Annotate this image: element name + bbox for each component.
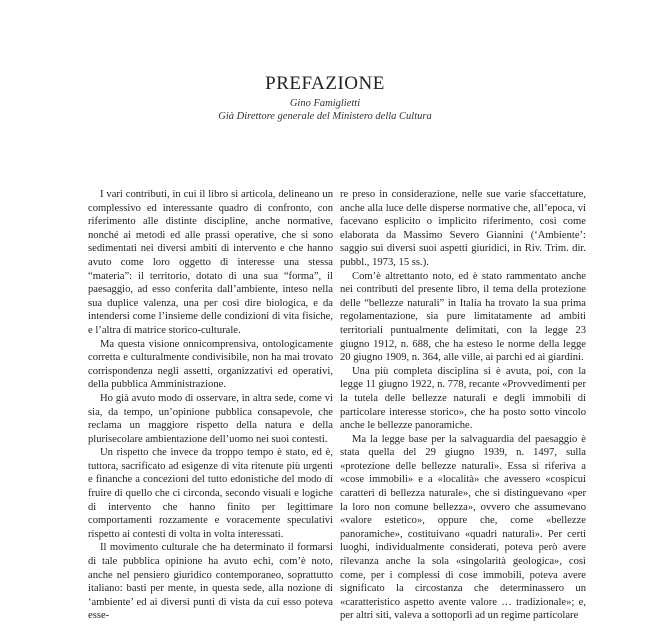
paragraph: Ho già avuto modo di osservare, in altra sede, come vi sia, da tempo, un’opinione pubblica consapevole, che reclama un maggiore rispetto della natura e della plurisecolare ambientazione dell’uomo nei suoi contesti. — [88, 392, 333, 445]
paragraph: re preso in considerazione, nelle sue varie sfaccettature, anche alla luce delle disperse normative che, all’epoca, vi facevano esplicito o implicito riferimento, così come elaborata da Massimo Severo Giannini (‘Ambiente’: saggio sui diversi suoi aspetti giuridici, in Riv. Trim. dir. pubbl., 1973, 15 ss.). — [340, 189, 586, 268]
left-column — [88, 188, 333, 623]
page-title: PREFAZIONE — [265, 73, 385, 94]
right-column — [340, 188, 586, 623]
paragraph: Ma la legge base per la salvaguardia del paesaggio è stata quella del 29 giugno 1939, n. 1497, sulla «protezione delle bellezze naturali». Essa si riferiva a «cose immobili» e a «località» che avessero «cospicui caratteri di bellezza naturale», che si distinguevano «per la loro non comune bellezza», ovvero che assumevano «valore estetico», oppure che, come «bellezze panoramiche», costituivano «quadri naturali». Per certi luoghi, individualmente considerati, poteva però avere rilevanza anche la sola «singolarità geologica», così come, per i complessi di cose immobili, poteva avere significato la circostanza che determinassero un «caratteristico aspetto avente valore … tradizionale»; e, per altri siti, valeva a sottoporli ad un regime particolare — [340, 433, 586, 622]
paragraph: Ma questa visione onnicomprensiva, ontologicamente corretta e culturalmente condivisibile, non ha mai trovato corrispondenza negli assetti, organizzativi ed operativi, della pubblica Amministrazione. — [88, 338, 333, 391]
paragraph: Una più completa disciplina si è avuta, poi, con la legge 11 giugno 1922, n. 778, recante «Provvedimenti per la tutela delle bellezze naturali e degli immobili di particolare interesse storico», che ha posto sotto vincolo anche le bellezze panoramiche. — [340, 365, 586, 432]
author-affiliation: Già Direttore generale del Ministero della Cultura — [218, 111, 432, 122]
paragraph: Com’è altrettanto noto, ed è stato rammentato anche nei contributi del presente libro, il tema della protezione delle “bellezze naturali” in Italia ha trovato la sua prima regolamentazione, sia pure limitatamente ad ambiti territoriali puntualmente delimitati, con la legge 23 giugno 1912, n. 688, che ha esteso le norme della legge 20 giugno 1909, n. 364, alle ville, ai parchi ed ai giardini. — [340, 270, 586, 364]
paragraph: Un rispetto che invece da troppo tempo è stato, ed è, tuttora, sacrificato ad esigenze di vita ritenute più urgenti e finanche a concezioni del tutto edonistiche del modo di fruire di quello che ci circonda, secondo visuali e logiche di intervento che hanno finito per legittimare comportamenti rozzamente e voracemente speculativi rispetto ai contesti di volta in volta interessati. — [88, 447, 333, 540]
author-name: Gino Famiglietti — [289, 98, 361, 109]
paragraph: I vari contributi, in cui il libro si articola, delineano un complessivo ed interessante quadro di confronto, con riferimento alle distinte discipline, anche normative, nonché ai metodi ed alle prassi operative, che si sono sedimentati nei diversi ambiti di intervento e che hanno avuto come loro oggetto di interesse una stessa “materia”: il territorio, dotato di una sua “forma”, il paesaggio, ad esso conferita dall’ambiente, inteso nella sua duplice valenza, una per così dire biologica, e da intendersi come l’insieme delle condizioni di vita fisiche, e l’altra di matrice storico-culturale. — [88, 189, 333, 336]
paragraph: Il movimento culturale che ha determinato il formarsi di tale pubblica opinione ha avuto echi, com’è noto, anche nel pensiero giuridico contemporaneo, soprattutto italiano: basti per mente, in questa sede, alla nozione di ‘ambiente’ ed ai diversi punti di vista da cui esso poteva esse- — [88, 542, 333, 622]
